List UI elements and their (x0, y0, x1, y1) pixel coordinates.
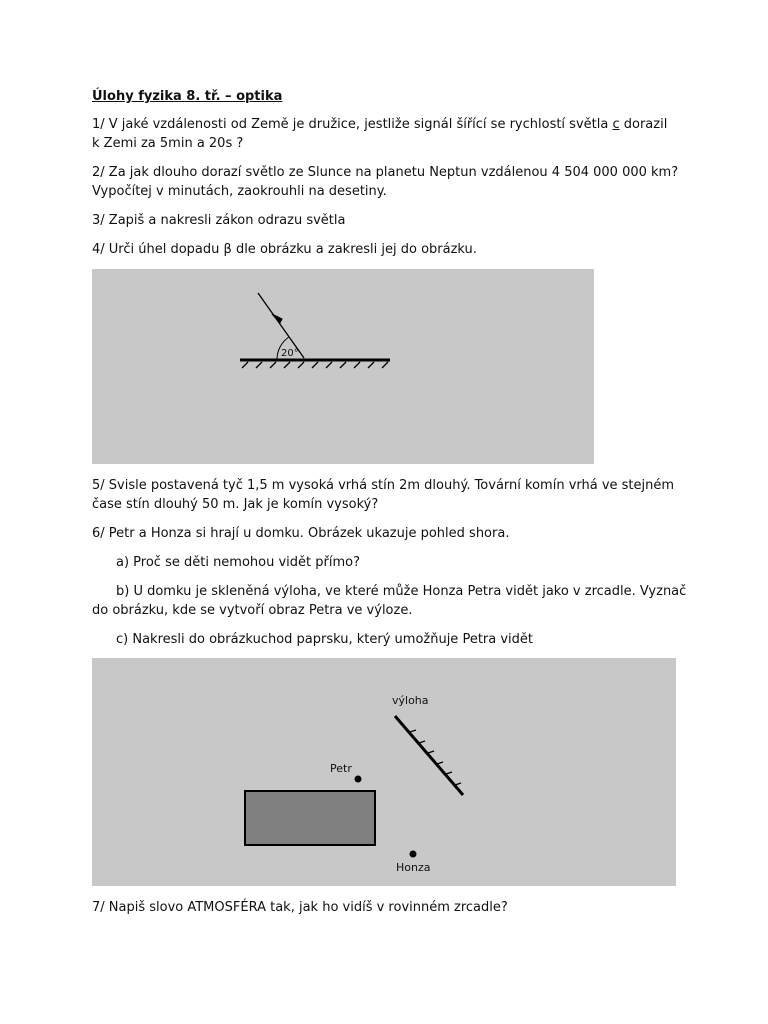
question-7: 7/ Napiš slovo ATMOSFÉRA tak, jak ho vidíš v rovinném zrcadle? (92, 900, 508, 915)
petr-dot (355, 776, 362, 783)
honza-label: Honza (396, 861, 431, 874)
question-5-line-1: 5/ Svisle postavená tyč 1,5 m vysoká vrhá stín 2m dlouhý. Tovární komín vrhá ve stejném (92, 478, 675, 493)
question-6-intro: 6/ Petr a Honza si hrají u domku. Obrázek ukazuje pohled shora. (92, 526, 510, 541)
question-2-line-2: Vypočítej v minutách, zaokrouhli na desetiny. (92, 184, 387, 199)
house-rectangle (245, 791, 375, 845)
page-title: Úlohy fyzika 8. tř. – optika (92, 89, 283, 104)
question-6a: a) Proč se děti nemohou vidět přímo? (116, 555, 360, 570)
shop-window-hatching (410, 730, 461, 785)
petr-label: Petr (330, 762, 352, 775)
question-6b-line-1: b) U domku je skleněná výloha, ve které může Honza Petra vidět jako v zrcadle. Vyznač (116, 584, 687, 599)
question-1-line-1 (92, 116, 667, 134)
question-1-text-start: 1/ V jaké vzdálenosti od Země je družice, jestliže signál šířící se rychlostí světla (92, 117, 613, 132)
shop-window-mirror (395, 716, 463, 795)
question-6c: c) Nakresli do obrázkuchod paprsku, který umožňuje Petra vidět (116, 632, 534, 647)
speed-of-light-symbol: c (612, 117, 620, 132)
reflection-diagram (92, 269, 594, 464)
question-3: 3/ Zapiš a nakresli zákon odrazu světla (92, 213, 346, 228)
angle-label: 20° (281, 348, 299, 359)
honza-dot (410, 851, 417, 858)
ray-arrow-icon (272, 314, 282, 323)
mirror-hatching (242, 362, 388, 368)
question-1-text-end: dorazil (619, 117, 668, 132)
question-1-line-2: k Zemi za 5min a 20s ? (92, 136, 244, 151)
house-window-figure (92, 658, 676, 886)
question-2-line-1: 2/ Za jak dlouho dorazí světlo ze Slunce na planetu Neptun vzdálenou 4 504 000 000 km? (92, 165, 679, 180)
shop-window-label: výloha (392, 694, 429, 707)
reflection-figure (92, 269, 594, 464)
question-4: 4/ Urči úhel dopadu β dle obrázku a zakresli jej do obrázku. (92, 242, 477, 257)
top-view-diagram (92, 658, 676, 886)
question-5-line-2: čase stín dlouhý 50 m. Jak je komín vysoký? (92, 497, 379, 512)
question-6b-line-2: do obrázku, kde se vytvoří obraz Petra ve výloze. (92, 603, 413, 618)
